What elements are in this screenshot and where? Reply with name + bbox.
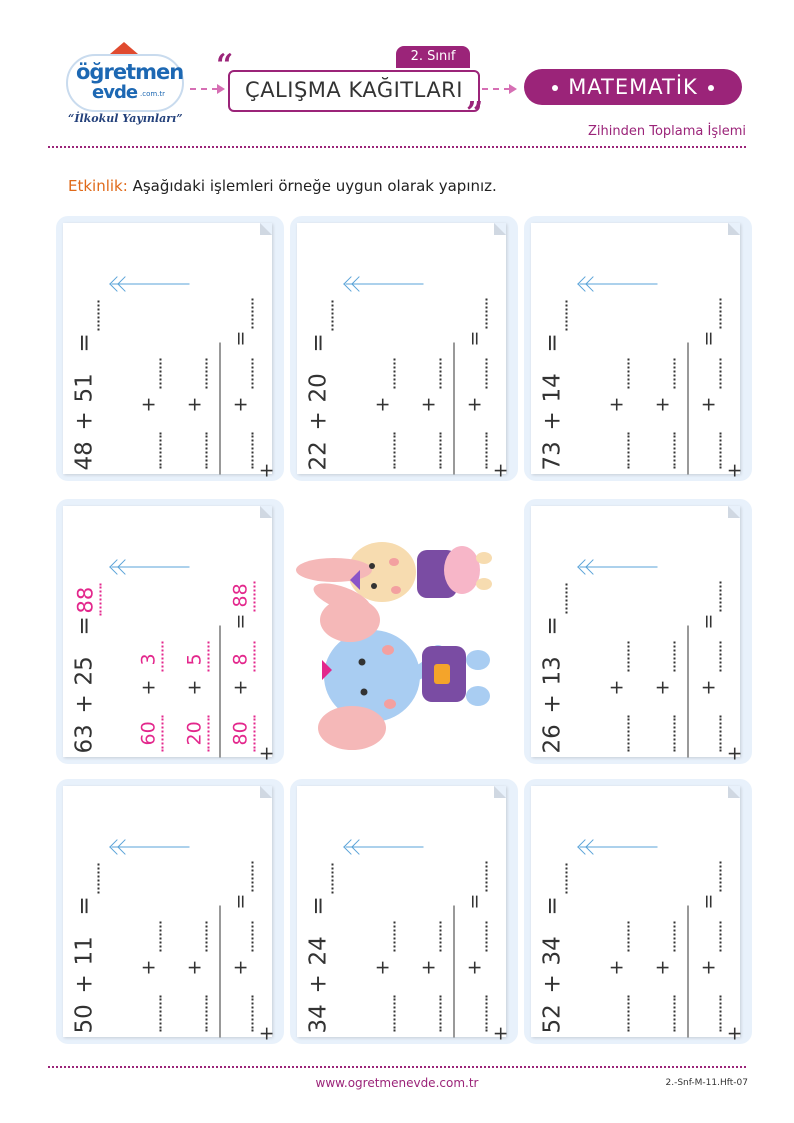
title-box xyxy=(228,70,480,112)
ones-dots[interactable] xyxy=(160,922,162,952)
addend-a: 34 xyxy=(305,1004,332,1034)
ones-dots[interactable] xyxy=(628,642,630,672)
total-dots[interactable] xyxy=(486,862,488,892)
ones-dots[interactable] xyxy=(674,642,676,672)
answer-dots[interactable] xyxy=(98,864,100,894)
equals-sign: = xyxy=(305,333,332,353)
ones-dots[interactable] xyxy=(440,359,442,389)
header-divider xyxy=(48,146,746,148)
footer-code: 2.-Snf-M-11.Hft-07 xyxy=(665,1078,748,1088)
exercise-card xyxy=(524,216,752,481)
page-title: ÇALIŞMA KAĞITLARI xyxy=(245,78,463,102)
ones-value: 8 xyxy=(229,653,252,666)
equals-sign: = xyxy=(697,893,720,910)
ones-dots[interactable] xyxy=(628,922,630,952)
addend-b: 34 xyxy=(539,936,566,966)
decomposition-row xyxy=(604,224,634,475)
tens-dots[interactable] xyxy=(252,433,254,469)
ones-dots[interactable] xyxy=(674,922,676,952)
exercise-card xyxy=(290,779,518,1044)
plus-sign: + xyxy=(539,411,566,431)
tens-value: 80 xyxy=(229,721,252,746)
tens-dots[interactable] xyxy=(252,996,254,1032)
decomposition-row xyxy=(696,507,726,758)
arrow-right-icon xyxy=(217,84,225,94)
decomposition-row xyxy=(604,507,634,758)
addend-b: 25 xyxy=(71,656,98,686)
addend-b: 14 xyxy=(539,373,566,403)
ones-dots[interactable] xyxy=(160,359,162,389)
sum-plus-sign: + xyxy=(723,1025,746,1042)
tens-dots[interactable] xyxy=(160,433,162,469)
decomposition-row xyxy=(136,787,166,1038)
equals-sign: = xyxy=(71,616,98,636)
worksheet-paper xyxy=(531,786,746,1042)
tens-dots[interactable] xyxy=(674,996,676,1032)
equals-sign: = xyxy=(229,613,252,630)
addend-a: 52 xyxy=(539,1004,566,1034)
exercise-content xyxy=(532,507,746,762)
sum-plus-sign: + xyxy=(489,462,512,479)
ones-dots[interactable] xyxy=(628,359,630,389)
equals-sign: = xyxy=(71,896,98,916)
decomposition-row xyxy=(696,224,726,475)
plus-sign: + xyxy=(605,679,628,696)
answer-dots[interactable] xyxy=(98,301,100,331)
decomposition-row xyxy=(696,787,726,1038)
tens-dots[interactable] xyxy=(206,996,208,1032)
equals-sign: = xyxy=(71,333,98,353)
total-dots[interactable] xyxy=(252,299,254,329)
plus-sign: + xyxy=(229,679,252,696)
sum-line xyxy=(220,343,221,475)
bullet-icon xyxy=(708,85,714,91)
instruction-label: Etkinlik: xyxy=(68,177,128,195)
equals-sign: = xyxy=(229,893,252,910)
ones-dots xyxy=(208,642,210,672)
answer-dots xyxy=(100,584,102,616)
footer-divider xyxy=(48,1066,746,1068)
sum-plus-sign: + xyxy=(723,745,746,762)
tens-dots[interactable] xyxy=(628,433,630,469)
ones-dots[interactable] xyxy=(394,359,396,389)
answer-dots[interactable] xyxy=(566,864,568,894)
ones-dots[interactable] xyxy=(394,922,396,952)
tens-dots[interactable] xyxy=(720,716,722,752)
addend-b: 11 xyxy=(71,936,98,966)
logo-subtitle: “İlkokul Yayınları” xyxy=(68,112,183,125)
equals-sign: = xyxy=(539,616,566,636)
decomposition-row xyxy=(650,224,680,475)
plus-sign: + xyxy=(305,974,332,994)
sum-line xyxy=(454,343,455,475)
tens-dots[interactable] xyxy=(628,996,630,1032)
worksheet-paper xyxy=(297,223,512,479)
ones-dots[interactable] xyxy=(486,359,488,389)
card-expression xyxy=(306,224,340,475)
decomposition-row xyxy=(228,224,258,475)
ones-dots[interactable] xyxy=(720,642,722,672)
plus-sign: + xyxy=(605,959,628,976)
exercise-content xyxy=(64,224,278,479)
footer-url[interactable]: www.ogretmenevde.com.tr xyxy=(315,1076,479,1090)
card-expression xyxy=(72,224,106,475)
sum-line xyxy=(220,906,221,1038)
decomposition-row xyxy=(136,224,166,475)
arrow-dash-right xyxy=(482,88,510,90)
decomposition-row xyxy=(182,787,212,1038)
sum-plus-sign: + xyxy=(723,462,746,479)
ones-dots[interactable] xyxy=(252,359,254,389)
card-expression xyxy=(540,507,574,758)
worksheet-paper xyxy=(63,506,278,762)
decomposition-row xyxy=(650,507,680,758)
decomposition-row xyxy=(416,787,446,1038)
sum-plus-sign: + xyxy=(255,1025,278,1042)
ones-dots xyxy=(254,642,256,672)
decomposition-row xyxy=(182,224,212,475)
sum-plus-sign: + xyxy=(255,462,278,479)
sum-line xyxy=(688,343,689,475)
arrow-dash-left xyxy=(190,88,218,90)
total-dots[interactable] xyxy=(720,862,722,892)
decomposition-row xyxy=(650,787,680,1038)
tens-dots xyxy=(208,716,210,752)
tens-dots[interactable] xyxy=(160,996,162,1032)
exercise-card xyxy=(56,216,284,481)
animals-illustration xyxy=(292,500,510,766)
addend-b: 24 xyxy=(305,936,332,966)
tens-dots[interactable] xyxy=(674,433,676,469)
example-card xyxy=(56,499,284,764)
sum-plus-sign: + xyxy=(489,1025,512,1042)
tens-dots xyxy=(162,716,164,752)
plus-sign: + xyxy=(463,396,486,413)
ones-dots[interactable] xyxy=(720,922,722,952)
exercise-card xyxy=(290,216,518,481)
sum-line xyxy=(220,626,221,758)
tens-dots[interactable] xyxy=(720,996,722,1032)
bullet-icon xyxy=(552,85,558,91)
equals-sign: = xyxy=(539,333,566,353)
ones-dots[interactable] xyxy=(252,922,254,952)
close-quote-icon: ” xyxy=(466,96,484,131)
tens-dots[interactable] xyxy=(206,433,208,469)
total-dots[interactable] xyxy=(486,299,488,329)
addend-b: 13 xyxy=(539,656,566,686)
topic-title: Zihinden Toplama İşlemi xyxy=(588,124,746,139)
card-expression xyxy=(72,507,106,758)
exercise-content xyxy=(64,787,278,1042)
tens-dots[interactable] xyxy=(628,716,630,752)
open-quote-icon: “ xyxy=(216,48,234,83)
ones-dots[interactable] xyxy=(486,922,488,952)
exercise-content xyxy=(532,224,746,479)
decomposition-row xyxy=(228,787,258,1038)
equals-sign: = xyxy=(697,613,720,630)
decomposition-row xyxy=(136,507,166,758)
card-expression xyxy=(540,224,574,475)
addend-a: 26 xyxy=(539,724,566,754)
tens-dots[interactable] xyxy=(486,996,488,1032)
equals-sign: = xyxy=(229,330,252,347)
worksheet-paper xyxy=(531,223,746,479)
decomposition-row xyxy=(182,507,212,758)
equals-sign: = xyxy=(463,893,486,910)
decomposition-row xyxy=(370,787,400,1038)
equals-sign: = xyxy=(305,896,332,916)
addend-b: 51 xyxy=(71,373,98,403)
plus-sign: + xyxy=(71,974,98,994)
sum-plus-sign: + xyxy=(255,745,278,762)
plus-sign: + xyxy=(137,396,160,413)
tens-value: 20 xyxy=(183,721,206,746)
plus-sign: + xyxy=(539,694,566,714)
decomposition-row xyxy=(462,224,492,475)
addend-a: 50 xyxy=(71,1004,98,1034)
exercise-content xyxy=(64,507,278,762)
plus-sign: + xyxy=(183,959,206,976)
decomposition-row xyxy=(604,787,634,1038)
addend-a: 73 xyxy=(539,441,566,471)
plus-sign: + xyxy=(137,679,160,696)
plus-sign: + xyxy=(417,396,440,413)
ones-dots[interactable] xyxy=(206,922,208,952)
exercise-content xyxy=(298,224,512,479)
tens-dots[interactable] xyxy=(674,716,676,752)
plus-sign: + xyxy=(605,396,628,413)
logo xyxy=(58,40,188,132)
rabbit-elephant-illustration xyxy=(292,500,510,766)
ones-value: 3 xyxy=(137,653,160,666)
total-dots[interactable] xyxy=(720,299,722,329)
addend-a: 63 xyxy=(71,724,98,754)
equals-sign: = xyxy=(697,330,720,347)
plus-sign: + xyxy=(463,959,486,976)
ones-dots[interactable] xyxy=(674,359,676,389)
result-value: 88 xyxy=(73,586,98,614)
plus-sign: + xyxy=(229,959,252,976)
addend-b: 20 xyxy=(305,373,332,403)
plus-sign: + xyxy=(137,959,160,976)
worksheet-paper xyxy=(531,506,746,762)
decomposition-row xyxy=(370,224,400,475)
answer-dots[interactable] xyxy=(566,584,568,614)
plus-sign: + xyxy=(697,959,720,976)
instruction xyxy=(68,177,497,195)
card-expression xyxy=(540,787,574,1038)
total-dots[interactable] xyxy=(720,582,722,612)
plus-sign: + xyxy=(371,396,394,413)
tens-dots[interactable] xyxy=(486,433,488,469)
ones-dots[interactable] xyxy=(720,359,722,389)
logo-word-evde: evde xyxy=(92,82,138,103)
worksheet-paper xyxy=(297,786,512,1042)
exercise-card xyxy=(524,499,752,764)
plus-sign: + xyxy=(229,396,252,413)
card-expression xyxy=(72,787,106,1038)
answer-dots[interactable] xyxy=(332,301,334,331)
card-expression xyxy=(306,787,340,1038)
plus-sign: + xyxy=(305,411,332,431)
tens-dots[interactable] xyxy=(394,996,396,1032)
exercise-content xyxy=(298,787,512,1042)
arrow-right-icon xyxy=(509,84,517,94)
house-icon xyxy=(110,42,138,54)
sum-line xyxy=(688,906,689,1038)
plus-sign: + xyxy=(417,959,440,976)
plus-sign: + xyxy=(539,974,566,994)
tens-dots[interactable] xyxy=(440,433,442,469)
subject-label: MATEMATİK xyxy=(568,75,698,99)
tens-dots[interactable] xyxy=(394,433,396,469)
exercise-content xyxy=(532,787,746,1042)
tens-dots[interactable] xyxy=(720,433,722,469)
plus-sign: + xyxy=(651,396,674,413)
plus-sign: + xyxy=(183,679,206,696)
decomposition-row xyxy=(416,224,446,475)
sum-line xyxy=(688,626,689,758)
plus-sign: + xyxy=(697,679,720,696)
instruction-text: Aşağıdaki işlemleri örneğe uygun olarak yapınız. xyxy=(132,177,497,195)
decomposition-row xyxy=(462,787,492,1038)
logo-domain: .com.tr xyxy=(140,90,166,98)
plus-sign: + xyxy=(651,679,674,696)
worksheet-paper xyxy=(63,786,278,1042)
plus-sign: + xyxy=(183,396,206,413)
exercise-card xyxy=(524,779,752,1044)
equals-sign: = xyxy=(463,330,486,347)
plus-sign: + xyxy=(71,411,98,431)
sum-line xyxy=(454,906,455,1038)
ones-dots xyxy=(162,642,164,672)
total-dots[interactable] xyxy=(252,862,254,892)
total-value: 88 xyxy=(229,583,252,608)
tens-value: 60 xyxy=(137,721,160,746)
class-tag: 2. Sınıf xyxy=(396,46,470,68)
plus-sign: + xyxy=(651,959,674,976)
ones-dots[interactable] xyxy=(440,922,442,952)
addend-a: 22 xyxy=(305,441,332,471)
ones-dots[interactable] xyxy=(206,359,208,389)
plus-sign: + xyxy=(71,694,98,714)
plus-sign: + xyxy=(697,396,720,413)
decomposition-row xyxy=(228,507,258,758)
subject-badge xyxy=(524,69,742,105)
equals-sign: = xyxy=(539,896,566,916)
tens-dots[interactable] xyxy=(440,996,442,1032)
plus-sign: + xyxy=(371,959,394,976)
addend-a: 48 xyxy=(71,441,98,471)
answer-dots[interactable] xyxy=(332,864,334,894)
total-dots xyxy=(254,582,256,612)
answer-dots[interactable] xyxy=(566,301,568,331)
exercise-card xyxy=(56,779,284,1044)
ones-value: 5 xyxy=(183,653,206,666)
logo-word-ogretmen: öğretmen xyxy=(76,60,184,84)
worksheet-paper xyxy=(63,223,278,479)
